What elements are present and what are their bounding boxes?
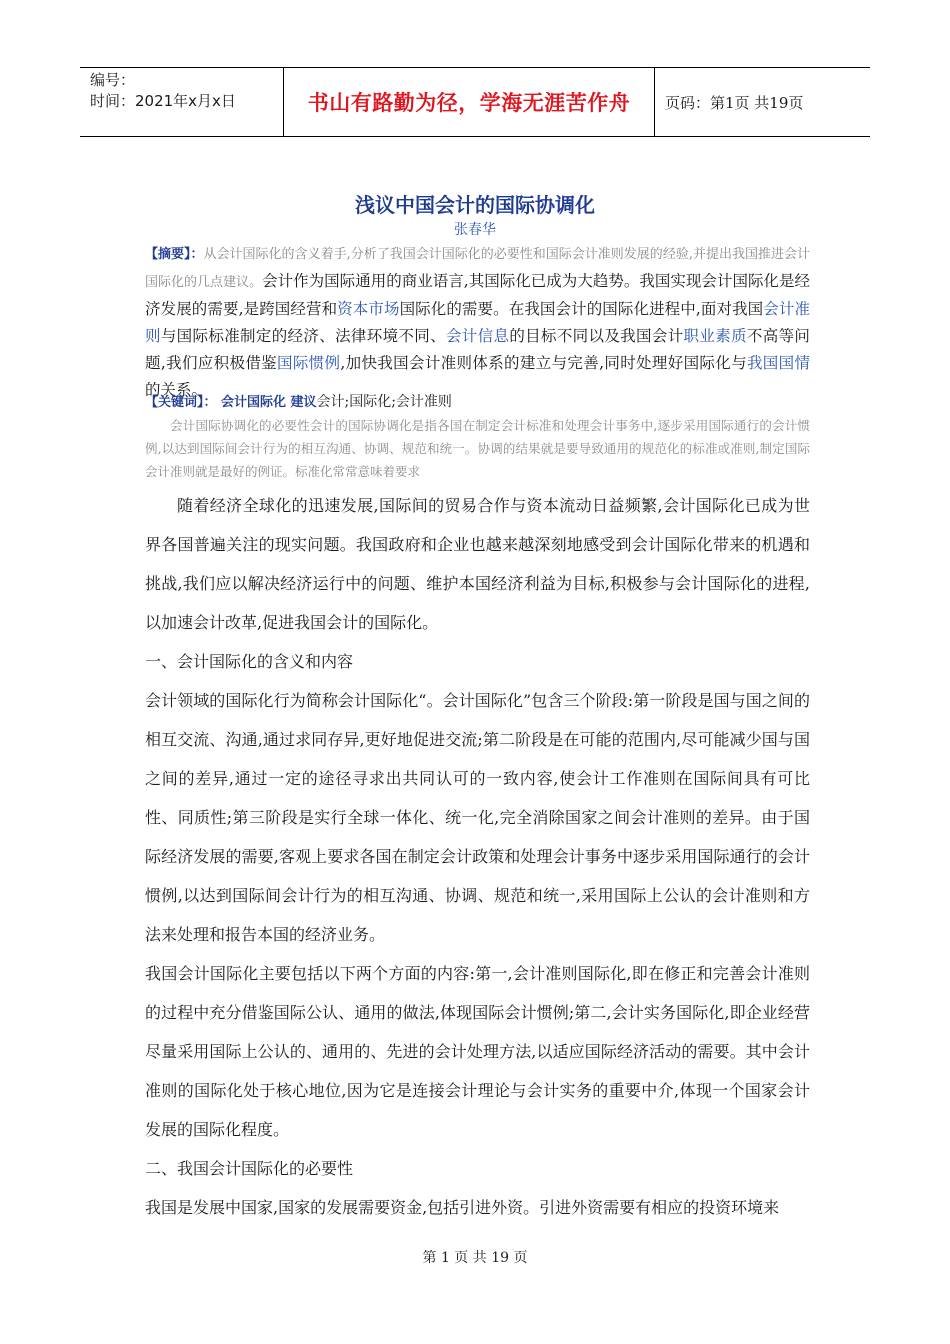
abstract-tag: 【摘要】： — [145, 247, 204, 262]
link-intl-practice[interactable]: 国际惯例 — [277, 354, 341, 372]
abstract-text: 会计作为国际通用的商业语言,其国际化已成为大趋势。我国实现会计国际化是经济发展的需要,是跨国经营和 — [145, 272, 810, 318]
abstract-text: 与国际标准制定的经济、法律环境不同、 — [160, 327, 446, 345]
abstract-text: 不高等问题,我们应积极借鉴 — [145, 327, 810, 372]
article-body — [145, 486, 810, 1227]
number-label: 编号： — [90, 71, 136, 89]
abstract-lead: 从会计国际化的含义着手,分析了我国会计国际化的必要性和国际会计准则发展的经验,并提出我国推进会计国际化的几点建议。 — [145, 247, 810, 290]
grey-paragraph: 会计国际协调化的必要性会计的国际协调化是指各国在制定会计标准和处理会计事务中,逐步采用国际通行的会计惯例,以达到国际间会计行为的相互沟通、协调、规范和统一。协调的结果就是要导致通用的规范化的标准或准则,制定国际会计准则就是最好的例证。标准化常常意味着要求 — [145, 418, 810, 479]
link-professional-quality[interactable]: 职业素质 — [683, 327, 747, 345]
document-header — [80, 67, 870, 137]
body-paragraph: 我国会计国际化主要包括以下两个方面的内容:第一,会计准则国际化,即在修正和完善会计准则的过程中充分借鉴国际公认、通用的做法,体现国际会计惯例;第二,会计实务国际化,即企业经营尽量采用国际上公认的、通用的、先进的会计处理方法,以适应国际经济活动的需要。其中会计准则的国际化处于核心地位,因为它是连接会计理论与会计实务的重要中介,体现一个国家会计发展的国际化程度。 — [145, 964, 810, 1139]
keywords-tag: 【关键词】： — [145, 395, 217, 410]
link-accounting-info[interactable]: 会计信息 — [445, 327, 510, 345]
article-author: 张春华 — [454, 222, 496, 238]
abstract-text: 的目标不同以及我国会计 — [509, 327, 684, 345]
header-page-info: 页码：第1页 共19页 — [665, 93, 804, 112]
abstract-text: 国际化的需要。在我国会计的国际化进程中,面对我国 — [399, 300, 764, 318]
abstract — [145, 240, 810, 404]
page-footer: 第 1 页 共 19 页 — [422, 1250, 528, 1266]
keywords-rest: 会计;国际化;会计准则 — [316, 394, 452, 410]
link-capital-market[interactable]: 资本市场 — [337, 300, 400, 318]
header-motto: 书山有路勤为径，学海无涯苦作舟 — [283, 68, 655, 136]
abstract-text: 的关系。 — [145, 381, 208, 399]
time-label: 时间：2021年x月x日 — [90, 92, 236, 110]
keywords-bold: 会计国际化 建议 — [220, 395, 317, 410]
link-accounting-standards[interactable]: 会计准则 — [145, 300, 810, 345]
body-paragraph: 我国是发展中国家,国家的发展需要资金,包括引进外资。引进外资需要有相应的投资环境来 — [145, 1198, 780, 1217]
link-national-conditions[interactable]: 我国国情 — [746, 354, 810, 372]
abstract-text: ,加快我国会计准则体系的建立与完善,同时处理好国际化与 — [340, 354, 747, 372]
body-paragraph: 会计领域的国际化行为简称会计国际化“。会计国际化”包含三个阶段:第一阶段是国与国之间的相互交流、沟通,通过求同存异,更好地促进交流;第二阶段是在可能的范围内,尽可能减少国与国之间的差异,通过一定的途径寻求出共同认可的一致内容,使会计工作准则在国际间具有可比性、同质性;第三阶段是实行全球一体化、统一化,完全消除国家之间会计准则的差异。由于国际经济发展的需要,客观上要求各国在制定会计政策和处理会计事务中逐步采用国际通行的会计惯例,以达到国际间会计行为的相互沟通、协调、规范和统一,采用国际上公认的会计准则和方法来处理和报告本国的经济业务。 — [145, 691, 810, 944]
article-title: 浅议中国会计的国际协调化 — [355, 193, 595, 217]
header-meta — [80, 68, 283, 136]
keywords — [145, 392, 810, 413]
section-heading: 一、会计国际化的含义和内容 — [145, 652, 354, 671]
body-paragraph: 随着经济全球化的迅速发展,国际间的贸易合作与资本流动日益频繁,会计国际化已成为世界各国普遍关注的现实问题。我国政府和企业也越来越深刻地感受到会计国际化带来的机遇和挑战,我们应以解决经济运行中的问题、维护本国经济利益为目标,积极参与会计国际化的进程,以加速会计改革,促进我国会计的国际化。 — [145, 496, 810, 632]
section-heading: 二、我国会计国际化的必要性 — [145, 1159, 354, 1178]
